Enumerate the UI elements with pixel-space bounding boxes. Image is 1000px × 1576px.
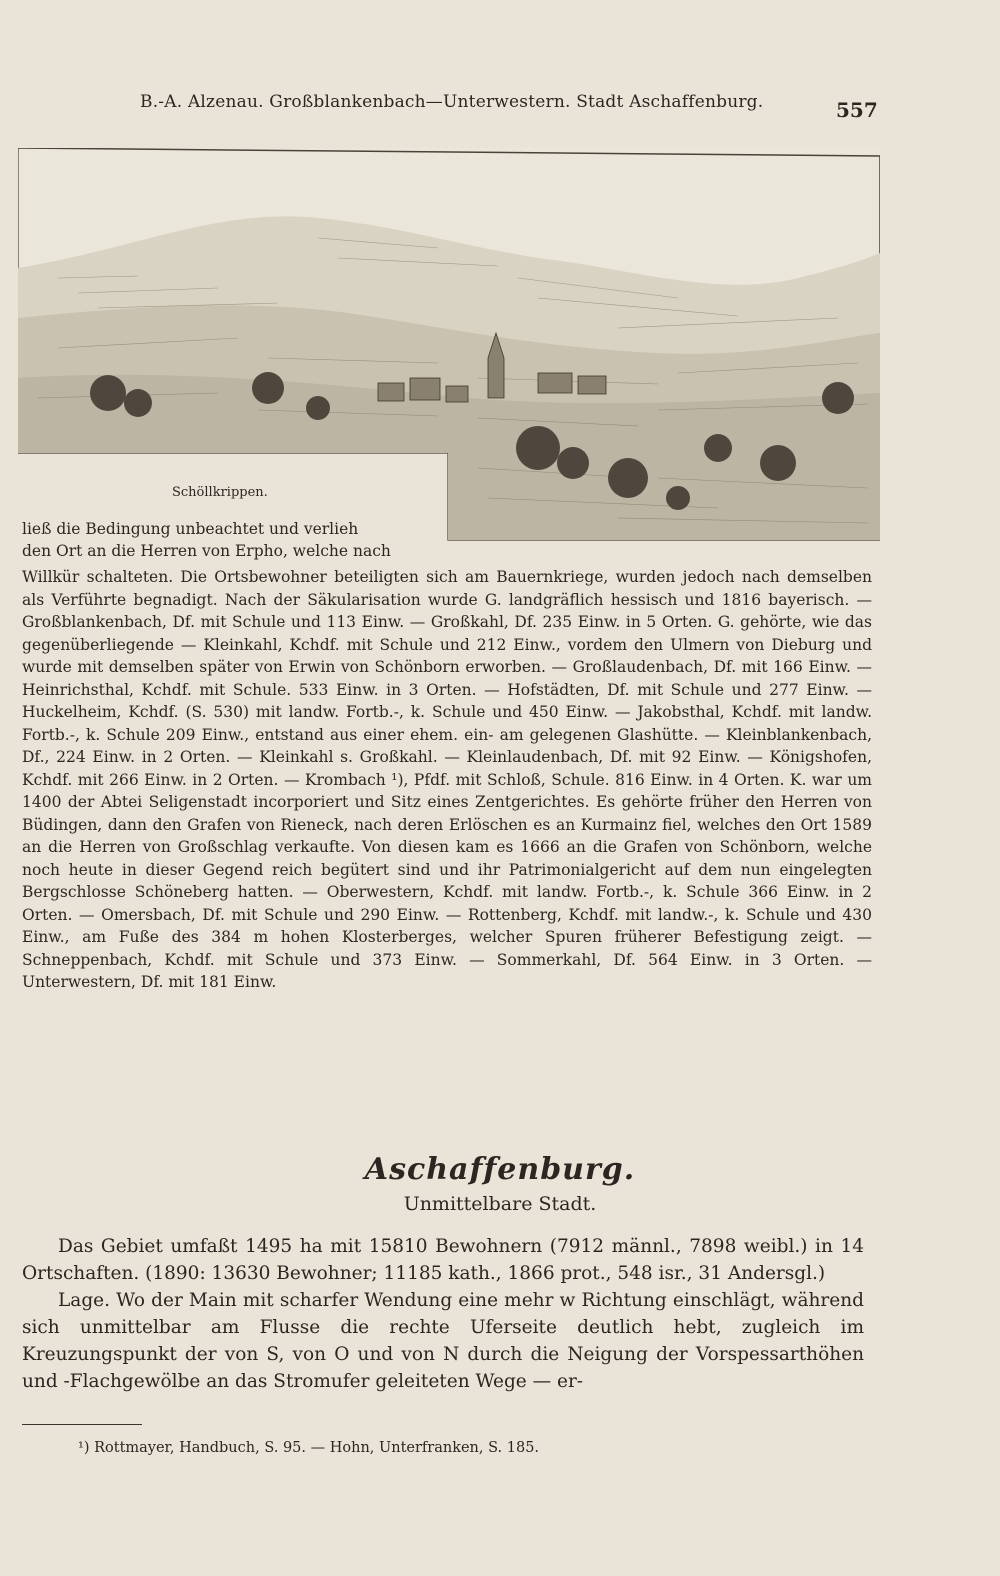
body-paragraph: Willkür schalteten. Die Ortsbewohner beteiligten sich am Bauernkriege, wurden jedoch nach demselben als Verführte begnadigt. Nach der Säkularisation wurde G. landgräflich hessisch und 1816 bayerisch. — Großblankenbach, Df. mit Schule und 113 Einw. — Großkahl, Df. 235 Einw. in 5 Orten. G. gehörte, wie das gegenüberliegende — Kleinkahl, Kchdf. mit Schule und 212 Einw., vordem den Ulmern von Dieburg und wurde mit demselben später von Erwin von Schönborn erworben. — Großlaudenbach, Df. mit 166 Einw. — Heinrichsthal, Kchdf. mit Schule. 533 Einw. in 3 Orten. — Hofstädten, Df. mit Schule und 277 Einw. — Huckelheim, Kchdf. (S. 530) mit landw. Fortb.-, k. Schule und 450 Einw. — Jakobsthal, Kchdf. mit landw. Fortb.-, k. Schule 209 Einw., entstand aus einer ehem. ein- am gelegenen Glashütte. — Kleinblankenbach, Df., 224 Einw. in 2 Orten. — Kleinkahl s. Großkahl. — Kleinlaudenbach, Df. mit 92 Einw. — Königshofen, Kchdf. mit 266 Einw. in 2 Orten. — Krombach ¹), Pfdf. mit Schloß, Schule. 816 Einw. in 4 Orten. K. war um 1400 der Abtei Seligenstadt incorporiert und Sitz eines Zentgerichtes. Es gehörte früher den Herren von Büdingen, dann den Grafen von Rieneck, nach deren Erlöschen es an Kurmainz fiel, welches den Ort 1589 an die Herren von Großschlag verkaufte. Von diesen kam es 1666 an die Grafen von Schönborn, welche noch heute in dieser Gegend reich begütert sind und ihr Patrimonialgericht auf dem nun eingelegten Bergschlosse Schöneberg hatten. — Oberwestern, Kchdf. mit landw. Fortb.-, k. Schule 366 Einw. in 2 Orten. — Omersbach, Df. mit Schule und 290 Einw. — Rottenberg, Kchdf. mit landw.-, k. Schule und 430 Einw., am Fuße des 384 m hohen Klosterberges, welcher Spuren früherer Befestigung zeigt. — Schneppenbach, Kchdf. mit Schule und 373 Einw. — Sommerkahl, Df. 564 Einw. in 3 Orten. — Unterwestern, Df. mit 181 Einw. xyxy=(22,568,872,991)
footnote-divider xyxy=(22,1424,142,1425)
engraving-illustration xyxy=(18,148,880,546)
section-body xyxy=(22,1233,864,1395)
page-number: 557 xyxy=(836,98,878,122)
text-line: den Ort an die Herren von Erpho, welche nach xyxy=(22,542,391,560)
text-wrap-lines xyxy=(22,518,442,562)
section-paragraph: Lage. Wo der Main mit scharfer Wendung eine mehr w Richtung einschlägt, während sich unmittelbar am Flusse die rechte Uferseite deutlich hebt, zugleich im Kreuzungspunkt der von S, von O und von N durch die Neigung der Vorspessarthöhen und -Flachgewölbe an das Stromufer geleiteten Wege — er- xyxy=(22,1290,864,1392)
figure-caption: Schöllkrippen. xyxy=(172,485,268,500)
section-title: Aschaffenburg. xyxy=(364,1152,636,1187)
landscape-engraving xyxy=(18,148,880,546)
section-subtitle: Unmittelbare Stadt. xyxy=(403,1193,597,1215)
text-line: ließ die Bedingung unbeachtet und verlieh xyxy=(22,520,359,538)
footnote-text: Rottmayer, Handbuch, S. 95. — Hohn, Unterfranken, S. 185. xyxy=(94,1440,540,1456)
footnote-marker: ¹) xyxy=(78,1440,90,1456)
section-paragraph: Das Gebiet umfaßt 1495 ha mit 15810 Bewohnern (7912 männl., 7898 weibl.) in 14 Ortschaften. (1890: 13630 Bewohner; 11185 kath., 1866 prot., 548 isr., 31 Andersgl.) xyxy=(22,1236,864,1284)
footnote xyxy=(78,1440,878,1456)
running-header: B.-A. Alzenau. Großblankenbach—Unterwestern. Stadt Aschaffenburg. xyxy=(140,92,764,112)
